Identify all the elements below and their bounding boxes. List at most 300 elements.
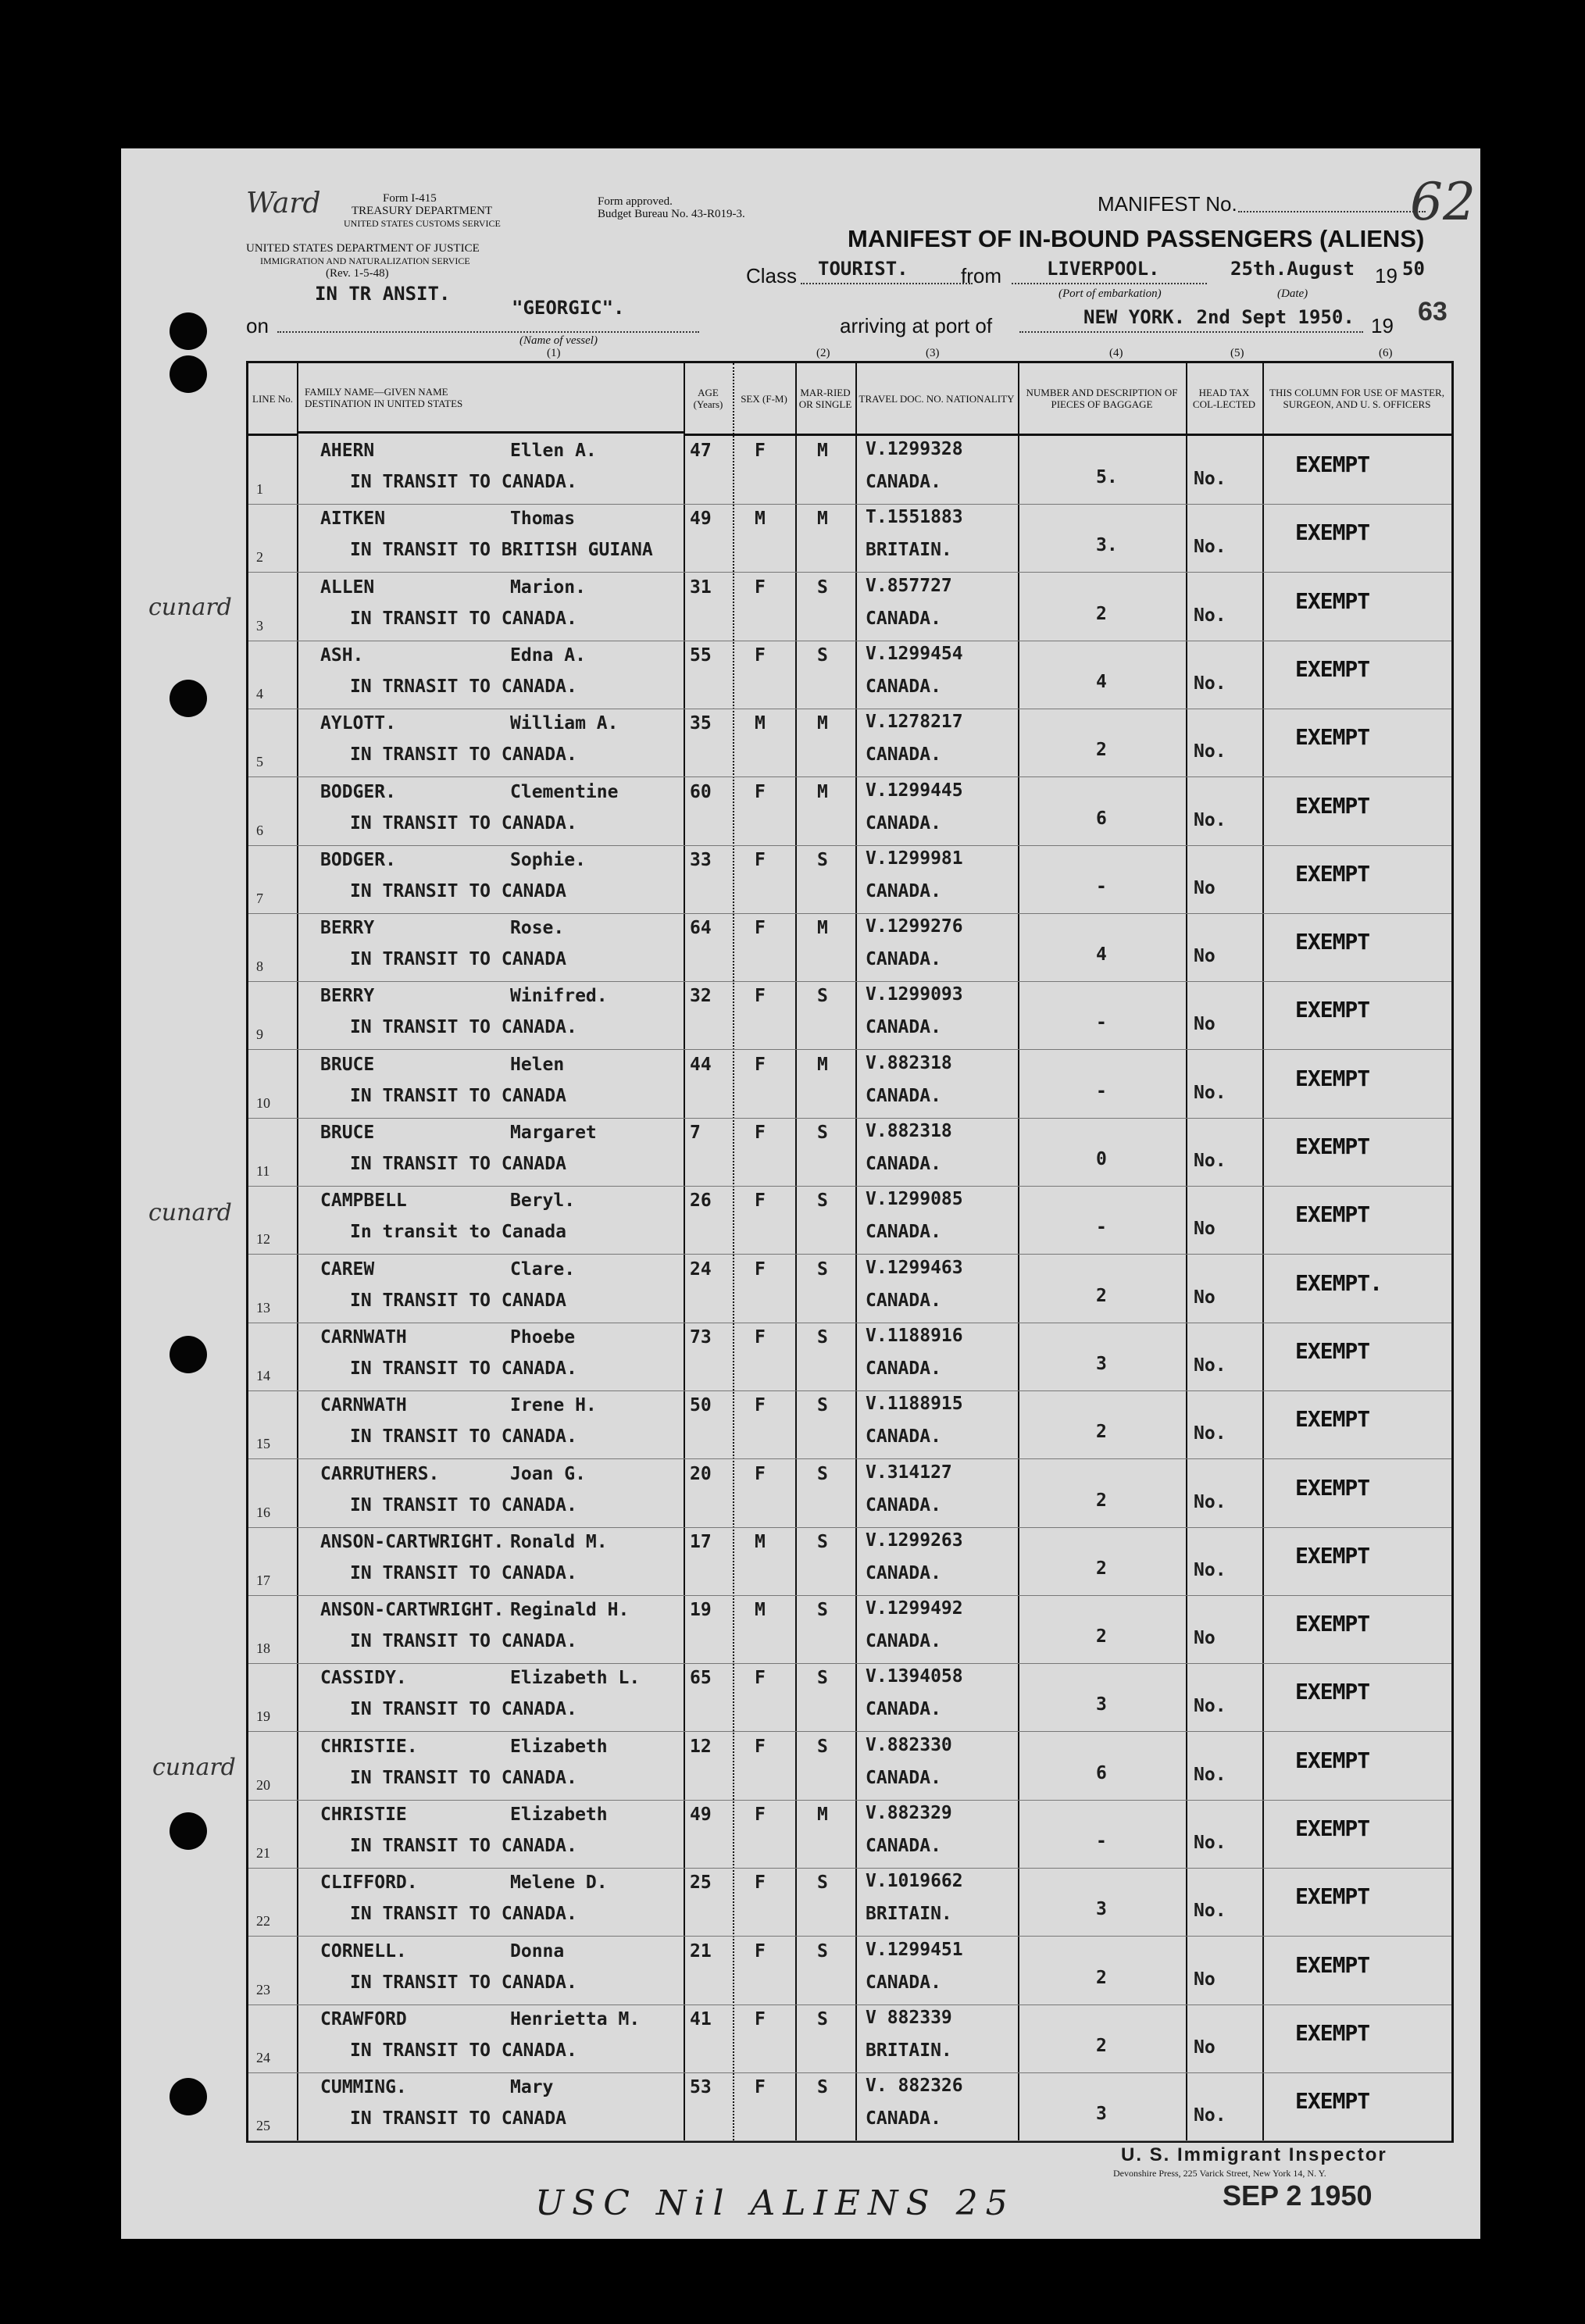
baggage-count: 2 xyxy=(1096,1285,1107,1306)
family-name: AITKEN xyxy=(320,509,386,530)
line-number: 20 xyxy=(256,1776,270,1793)
sex: F xyxy=(755,1736,766,1757)
baggage-count: - xyxy=(1096,1080,1107,1101)
margin-note: cunard xyxy=(148,594,232,621)
col-married: MAR-RIED OR SINGLE xyxy=(795,363,855,436)
baggage-count: 2 xyxy=(1096,740,1107,761)
table-row xyxy=(248,573,1451,641)
from-value: LIVERPOOL. xyxy=(1047,258,1160,280)
nationality: CANADA. xyxy=(866,1085,941,1106)
from-label: from xyxy=(961,264,1001,287)
table-row xyxy=(248,436,1451,505)
marital-status: M xyxy=(817,509,828,530)
travel-doc-number: V.882329 xyxy=(866,1803,952,1823)
sex: F xyxy=(755,1872,766,1894)
given-name: Henrietta M. xyxy=(510,2008,641,2029)
line-number: 16 xyxy=(256,1504,270,1520)
marital-status: M xyxy=(817,441,828,461)
family-name: CASSIDY. xyxy=(320,1668,407,1689)
binder-hole xyxy=(170,1812,207,1850)
family-name: CHRISTIE xyxy=(320,1805,407,1825)
sex: F xyxy=(755,781,766,802)
sex: F xyxy=(755,1940,766,1962)
given-name: Joan G. xyxy=(510,1463,586,1484)
sex: M xyxy=(755,509,766,530)
family-name: AHERN xyxy=(320,441,375,461)
given-name: Reginald H. xyxy=(510,1600,630,1621)
col-head-tax: HEAD TAX COL-LECTED xyxy=(1186,363,1262,436)
line-number: 1 xyxy=(256,481,263,497)
family-name: CUMMING. xyxy=(320,2077,407,2098)
table-row xyxy=(248,1050,1451,1119)
age: 73 xyxy=(690,1326,712,1348)
family-name: CRAWFORD xyxy=(320,2008,407,2029)
sex: F xyxy=(755,441,766,461)
head-tax: No. xyxy=(1194,1082,1226,1103)
travel-doc-number: V.1188915 xyxy=(866,1394,963,1415)
family-name: BRUCE xyxy=(320,1054,375,1075)
line-number: 12 xyxy=(256,1231,270,1248)
officer-status: EXEMPT xyxy=(1295,1679,1370,1705)
officer-status: EXEMPT xyxy=(1295,860,1370,887)
nationality: BRITAIN. xyxy=(866,2040,952,2061)
head-tax: No. xyxy=(1194,469,1226,489)
baggage-count: 2 xyxy=(1096,1490,1107,1511)
baggage-count: 2 xyxy=(1096,1558,1107,1579)
nationality: CANADA. xyxy=(866,1290,941,1311)
officer-status: EXEMPT xyxy=(1295,452,1370,477)
line-number: 22 xyxy=(256,1913,270,1930)
family-name: ASH. xyxy=(320,644,364,666)
destination: IN TRANSIT TO CANADA. xyxy=(350,1699,577,1720)
col-num-3: (3) xyxy=(926,347,940,359)
col-age: AGE (Years) xyxy=(684,363,733,436)
destination: IN TRANSIT TO CANADA. xyxy=(350,1631,577,1652)
nationality: CANADA. xyxy=(866,1836,941,1856)
vessel-rule xyxy=(277,331,699,333)
printer-credit: Devonshire Press, 225 Varick Street, New York 14, N. Y. xyxy=(1113,2168,1326,2179)
officer-status: EXEMPT xyxy=(1295,2088,1370,2115)
officer-status: EXEMPT xyxy=(1295,1611,1370,1637)
manifest-no-label: MANIFEST No. xyxy=(1098,192,1237,216)
port-embark-caption: (Port of embarkation) xyxy=(1058,287,1162,300)
line-number: 2 xyxy=(256,549,263,566)
marital-status: S xyxy=(817,1463,828,1484)
sex: F xyxy=(755,1463,766,1484)
given-name: Elizabeth xyxy=(510,1805,608,1825)
baggage-count: 5. xyxy=(1096,467,1118,487)
sex: F xyxy=(755,2008,766,2029)
age: 53 xyxy=(690,2077,712,2098)
nationality: CANADA. xyxy=(866,1494,941,1515)
officer-status: EXEMPT xyxy=(1295,929,1370,955)
destination: IN TRANSIT TO BRITISH GUIANA xyxy=(350,540,653,561)
nationality: BRITAIN. xyxy=(866,1904,952,1925)
marital-status: S xyxy=(817,644,828,666)
officer-status: EXEMPT xyxy=(1295,1883,1370,1910)
travel-doc-number: V.1299263 xyxy=(866,1530,963,1551)
age: 25 xyxy=(690,1872,712,1894)
baggage-count: - xyxy=(1096,1217,1107,1238)
destination: IN TRANSIT TO CANADA. xyxy=(350,744,577,766)
age: 20 xyxy=(690,1463,712,1484)
vessel-caption: (Name of vessel) xyxy=(519,334,598,347)
given-name: Ellen A. xyxy=(510,441,597,461)
destination: IN TRANSIT TO CANADA. xyxy=(350,2040,577,2061)
page-number: 63 xyxy=(1418,297,1448,327)
baggage-count: 3. xyxy=(1096,535,1118,556)
destination: IN TRANSIT TO CANADA. xyxy=(350,1767,577,1788)
col-sex: SEX (F-M) xyxy=(733,363,795,436)
table-row xyxy=(248,1663,1451,1732)
col-num-5: (5) xyxy=(1230,347,1244,359)
sex: F xyxy=(755,1123,766,1143)
table-row xyxy=(248,1732,1451,1801)
given-name: Beryl. xyxy=(510,1191,576,1212)
destination: IN TRANSIT TO CANADA xyxy=(350,2108,566,2129)
arriving-value: NEW YORK. 2nd Sept 1950. xyxy=(1083,306,1355,328)
head-tax: No xyxy=(1194,1969,1216,1990)
family-name: BODGER. xyxy=(320,781,396,802)
line-number: 17 xyxy=(256,1572,270,1588)
nationality: CANADA. xyxy=(866,1562,941,1583)
given-name: Donna xyxy=(510,1940,565,1962)
travel-doc-number: V.1188916 xyxy=(866,1325,963,1346)
table-row xyxy=(248,1868,1451,1937)
age: 17 xyxy=(690,1531,712,1552)
col-travel-doc: TRAVEL DOC. NO. NATIONALITY xyxy=(855,363,1018,436)
marital-status: S xyxy=(817,1531,828,1552)
age: 64 xyxy=(690,918,712,939)
officer-status: EXEMPT xyxy=(1295,1815,1370,1841)
baggage-count: 3 xyxy=(1096,2104,1107,2125)
destination: IN TRANSIT TO CANADA xyxy=(350,949,566,970)
family-name: CARNWATH xyxy=(320,1395,407,1416)
baggage-count: 2 xyxy=(1096,2035,1107,2056)
class-rule xyxy=(801,283,973,284)
baggage-count: 6 xyxy=(1096,808,1107,829)
travel-doc-number: V.1299328 xyxy=(866,439,963,459)
head-tax: No. xyxy=(1194,1696,1226,1717)
sex: M xyxy=(755,1531,766,1552)
officer-status: EXEMPT xyxy=(1295,655,1370,682)
binder-hole xyxy=(170,312,207,350)
nationality: BRITAIN. xyxy=(866,540,952,561)
baggage-count: - xyxy=(1096,1831,1107,1851)
baggage-count: - xyxy=(1096,1012,1107,1033)
head-tax: No xyxy=(1194,2037,1216,2058)
officer-status: EXEMPT xyxy=(1295,1133,1370,1159)
given-name: Marion. xyxy=(510,577,586,598)
family-name: BERRY xyxy=(320,986,375,1007)
table-row xyxy=(248,1595,1451,1664)
nationality: CANADA. xyxy=(866,1426,941,1448)
head-tax: No. xyxy=(1194,537,1226,558)
table-row xyxy=(248,981,1451,1050)
marital-status: S xyxy=(817,2077,828,2098)
date-value: 25th.August xyxy=(1230,258,1355,280)
head-tax: No. xyxy=(1194,1355,1226,1376)
destination: IN TRANSIT TO CANADA xyxy=(350,1085,566,1106)
marital-status: M xyxy=(817,918,828,939)
family-name: CAMPBELL xyxy=(320,1191,407,1212)
table-row xyxy=(248,1527,1451,1596)
travel-doc-number: V.1299451 xyxy=(866,1939,963,1960)
given-name: Clare. xyxy=(510,1258,576,1280)
table-row xyxy=(248,709,1451,777)
nationality: CANADA. xyxy=(866,880,941,901)
destination: In transit to Canada xyxy=(350,1222,566,1243)
class-value: TOURIST. xyxy=(818,258,909,280)
destination: IN TRANSIT TO CANADA. xyxy=(350,1904,577,1925)
baggage-count: 6 xyxy=(1096,1762,1107,1783)
officer-status: EXEMPT xyxy=(1295,1747,1370,1773)
arriving-year-prefix: 19 xyxy=(1371,314,1394,337)
nationality: CANADA. xyxy=(866,472,941,492)
destination: IN TRANSIT TO CANADA. xyxy=(350,608,577,629)
arriving-label: arriving at port of xyxy=(840,314,993,337)
col-name xyxy=(297,363,684,434)
head-tax: No. xyxy=(1194,1764,1226,1785)
line-number: 19 xyxy=(256,1708,270,1725)
age: 55 xyxy=(690,644,712,666)
margin-note: cunard xyxy=(152,1754,236,1781)
table-row xyxy=(248,845,1451,914)
table-row xyxy=(248,1800,1451,1869)
family-name: ALLEN xyxy=(320,577,375,598)
officer-status: EXEMPT xyxy=(1295,997,1370,1023)
baggage-count: 2 xyxy=(1096,603,1107,624)
table-row xyxy=(248,641,1451,709)
nationality: CANADA. xyxy=(866,608,941,629)
marital-status: M xyxy=(817,1054,828,1075)
baggage-count: 2 xyxy=(1096,1626,1107,1648)
marital-status: S xyxy=(817,1668,828,1689)
table-row xyxy=(248,913,1451,982)
line-number: 18 xyxy=(256,1640,270,1657)
age: 12 xyxy=(690,1736,712,1757)
baggage-count: 2 xyxy=(1096,1422,1107,1443)
on-label: on xyxy=(246,314,269,337)
date-stamp: SEP 2 1950 xyxy=(1223,2179,1373,2212)
head-tax: No. xyxy=(1194,605,1226,626)
nationality: CANADA. xyxy=(866,1767,941,1788)
line-number: 9 xyxy=(256,1026,263,1043)
officer-status: EXEMPT xyxy=(1295,1474,1370,1501)
line-number: 10 xyxy=(256,1094,270,1111)
officer-status: EXEMPT xyxy=(1295,1201,1370,1228)
head-tax: No xyxy=(1194,1628,1216,1649)
year-value: 50 xyxy=(1402,258,1425,280)
sex: F xyxy=(755,644,766,666)
given-name: William A. xyxy=(510,713,619,734)
head-tax: No. xyxy=(1194,1559,1226,1580)
head-tax: No. xyxy=(1194,1151,1226,1171)
margin-note: cunard xyxy=(148,1199,232,1226)
handwritten-top-note: Ward xyxy=(246,187,321,220)
sex: F xyxy=(755,918,766,939)
travel-doc-number: V.1299492 xyxy=(866,1598,963,1619)
officer-status: EXEMPT xyxy=(1295,1406,1370,1433)
table-row xyxy=(248,1186,1451,1255)
baggage-count: 4 xyxy=(1096,671,1107,692)
travel-doc-number: V.1299093 xyxy=(866,984,963,1005)
sex: F xyxy=(755,1668,766,1689)
family-name: CHRISTIE. xyxy=(320,1736,418,1757)
destination: IN TRANSIT TO CANADA xyxy=(350,880,566,901)
nationality: CANADA. xyxy=(866,949,941,970)
baggage-count: 3 xyxy=(1096,1353,1107,1374)
travel-doc-number: V.1278217 xyxy=(866,712,963,733)
age: 7 xyxy=(690,1123,701,1143)
age: 47 xyxy=(690,441,712,461)
officer-status: EXEMPT xyxy=(1295,1542,1370,1569)
travel-doc-number: V.314127 xyxy=(866,1462,952,1483)
justice-label: UNITED STATES DEPARTMENT OF JUSTICE xyxy=(246,242,480,255)
marital-status: S xyxy=(817,1326,828,1348)
travel-doc-number: V.1394058 xyxy=(866,1666,963,1687)
head-tax: No. xyxy=(1194,1833,1226,1853)
baggage-count: - xyxy=(1096,876,1107,897)
family-name: AYLOTT. xyxy=(320,713,396,734)
marital-status: S xyxy=(817,577,828,598)
table-row xyxy=(248,2072,1451,2141)
given-name: Melene D. xyxy=(510,1872,608,1894)
col-line-no: LINE No. xyxy=(248,363,297,436)
age: 44 xyxy=(690,1054,712,1075)
marital-status: S xyxy=(817,1191,828,1212)
head-tax: No xyxy=(1194,1219,1216,1240)
line-number: 25 xyxy=(256,2118,270,2134)
marital-status: S xyxy=(817,2008,828,2029)
sex: F xyxy=(755,1258,766,1280)
travel-doc-number: V.1299276 xyxy=(866,916,963,937)
given-name: Mary xyxy=(510,2077,554,2098)
inspector-label: U. S. Immigrant Inspector xyxy=(1121,2144,1387,2165)
sex: F xyxy=(755,1395,766,1416)
head-tax: No xyxy=(1194,1014,1216,1035)
travel-doc-number: V.1299085 xyxy=(866,1189,963,1210)
head-tax: No. xyxy=(1194,1901,1226,1922)
destination: IN TRANSIT TO CANADA. xyxy=(350,472,577,492)
sex: F xyxy=(755,1054,766,1075)
line-number: 21 xyxy=(256,1845,270,1861)
given-name: Helen xyxy=(510,1054,565,1075)
nationality: CANADA. xyxy=(866,812,941,834)
line-number: 5 xyxy=(256,754,263,770)
nationality: CANADA. xyxy=(866,676,941,697)
table-row xyxy=(248,1323,1451,1391)
line-number: 4 xyxy=(256,685,263,701)
baggage-count: 3 xyxy=(1096,1694,1107,1715)
family-name: BERRY xyxy=(320,918,375,939)
rev-label: (Rev. 1-5-48) xyxy=(326,267,389,280)
manifest-title: MANIFEST OF IN-BOUND PASSENGERS (ALIENS) xyxy=(848,225,1425,252)
officer-status: EXEMPT xyxy=(1295,587,1370,614)
manifest-no-rule xyxy=(1238,211,1426,212)
marital-status: S xyxy=(817,986,828,1007)
officer-status: EXEMPT xyxy=(1295,792,1370,819)
passenger-table xyxy=(246,361,1454,2143)
age: 32 xyxy=(690,986,712,1007)
binder-hole xyxy=(170,355,207,393)
head-tax: No. xyxy=(1194,2105,1226,2126)
nationality: CANADA. xyxy=(866,2108,941,2129)
travel-doc-number: V.857727 xyxy=(866,575,952,596)
given-name: Phoebe xyxy=(510,1326,576,1348)
age: 65 xyxy=(690,1668,712,1689)
officer-status: EXEMPT xyxy=(1295,2019,1370,2046)
head-tax: No. xyxy=(1194,741,1226,762)
table-row xyxy=(248,1459,1451,1528)
sex: F xyxy=(755,986,766,1007)
line-number: 3 xyxy=(256,617,263,634)
nationality: CANADA. xyxy=(866,1154,941,1174)
given-name: Clementine xyxy=(510,781,619,802)
officer-status: EXEMPT. xyxy=(1295,1269,1383,1296)
marital-status: S xyxy=(817,849,828,870)
head-tax: No. xyxy=(1194,809,1226,830)
travel-doc-number: V.882318 xyxy=(866,1052,952,1073)
family-name: ANSON-CARTWRIGHT. xyxy=(320,1531,505,1552)
line-number: 15 xyxy=(256,1436,270,1452)
nationality: CANADA. xyxy=(866,1972,941,1993)
age: 26 xyxy=(690,1191,712,1212)
line-number: 23 xyxy=(256,1981,270,1997)
given-name: Winifred. xyxy=(510,986,608,1007)
table-row xyxy=(248,777,1451,846)
in-transit-label: IN TR ANSIT. xyxy=(315,283,451,305)
age: 35 xyxy=(690,713,712,734)
col-officers: THIS COLUMN FOR USE OF MASTER, SURGEON, AND U. S. OFFICERS xyxy=(1262,363,1451,436)
nationality: CANADA. xyxy=(866,1222,941,1243)
line-number: 14 xyxy=(256,1367,270,1383)
age: 60 xyxy=(690,781,712,802)
customs-label: UNITED STATES CUSTOMS SERVICE xyxy=(344,218,501,229)
sex: F xyxy=(755,1191,766,1212)
year-prefix: 19 xyxy=(1375,264,1398,287)
line-number: 6 xyxy=(256,822,263,838)
sex: M xyxy=(755,713,766,734)
age: 21 xyxy=(690,1940,712,1962)
marital-status: S xyxy=(817,1940,828,1962)
head-tax: No. xyxy=(1194,1423,1226,1444)
table-row xyxy=(248,2004,1451,2073)
family-name: CARRUTHERS. xyxy=(320,1463,440,1484)
destination: IN TRANSIT TO CANADA. xyxy=(350,1836,577,1856)
travel-doc-number: V.882318 xyxy=(866,1121,952,1141)
destination: IN TRANSIT TO CANADA. xyxy=(350,1494,577,1515)
nationality: CANADA. xyxy=(866,1699,941,1720)
family-name: CLIFFORD. xyxy=(320,1872,418,1894)
officer-status: EXEMPT xyxy=(1295,1337,1370,1364)
travel-doc-number: V.1299981 xyxy=(866,848,963,869)
binder-hole xyxy=(170,680,207,717)
marital-status: S xyxy=(817,1395,828,1416)
line-number: 7 xyxy=(256,890,263,906)
col-baggage: NUMBER AND DESCRIPTION OF PIECES OF BAGGAGE xyxy=(1018,363,1186,436)
destination: IN TRANSIT TO CANADA. xyxy=(350,1358,577,1379)
baggage-count: 0 xyxy=(1096,1149,1107,1169)
baggage-count: 3 xyxy=(1096,1899,1107,1920)
officer-status: EXEMPT xyxy=(1295,724,1370,751)
arriving-rule xyxy=(1019,331,1363,333)
given-name: Thomas xyxy=(510,509,576,530)
sex: F xyxy=(755,849,766,870)
col-num-2: (2) xyxy=(816,347,830,359)
table-row xyxy=(248,1255,1451,1323)
head-tax: No xyxy=(1194,1287,1216,1308)
